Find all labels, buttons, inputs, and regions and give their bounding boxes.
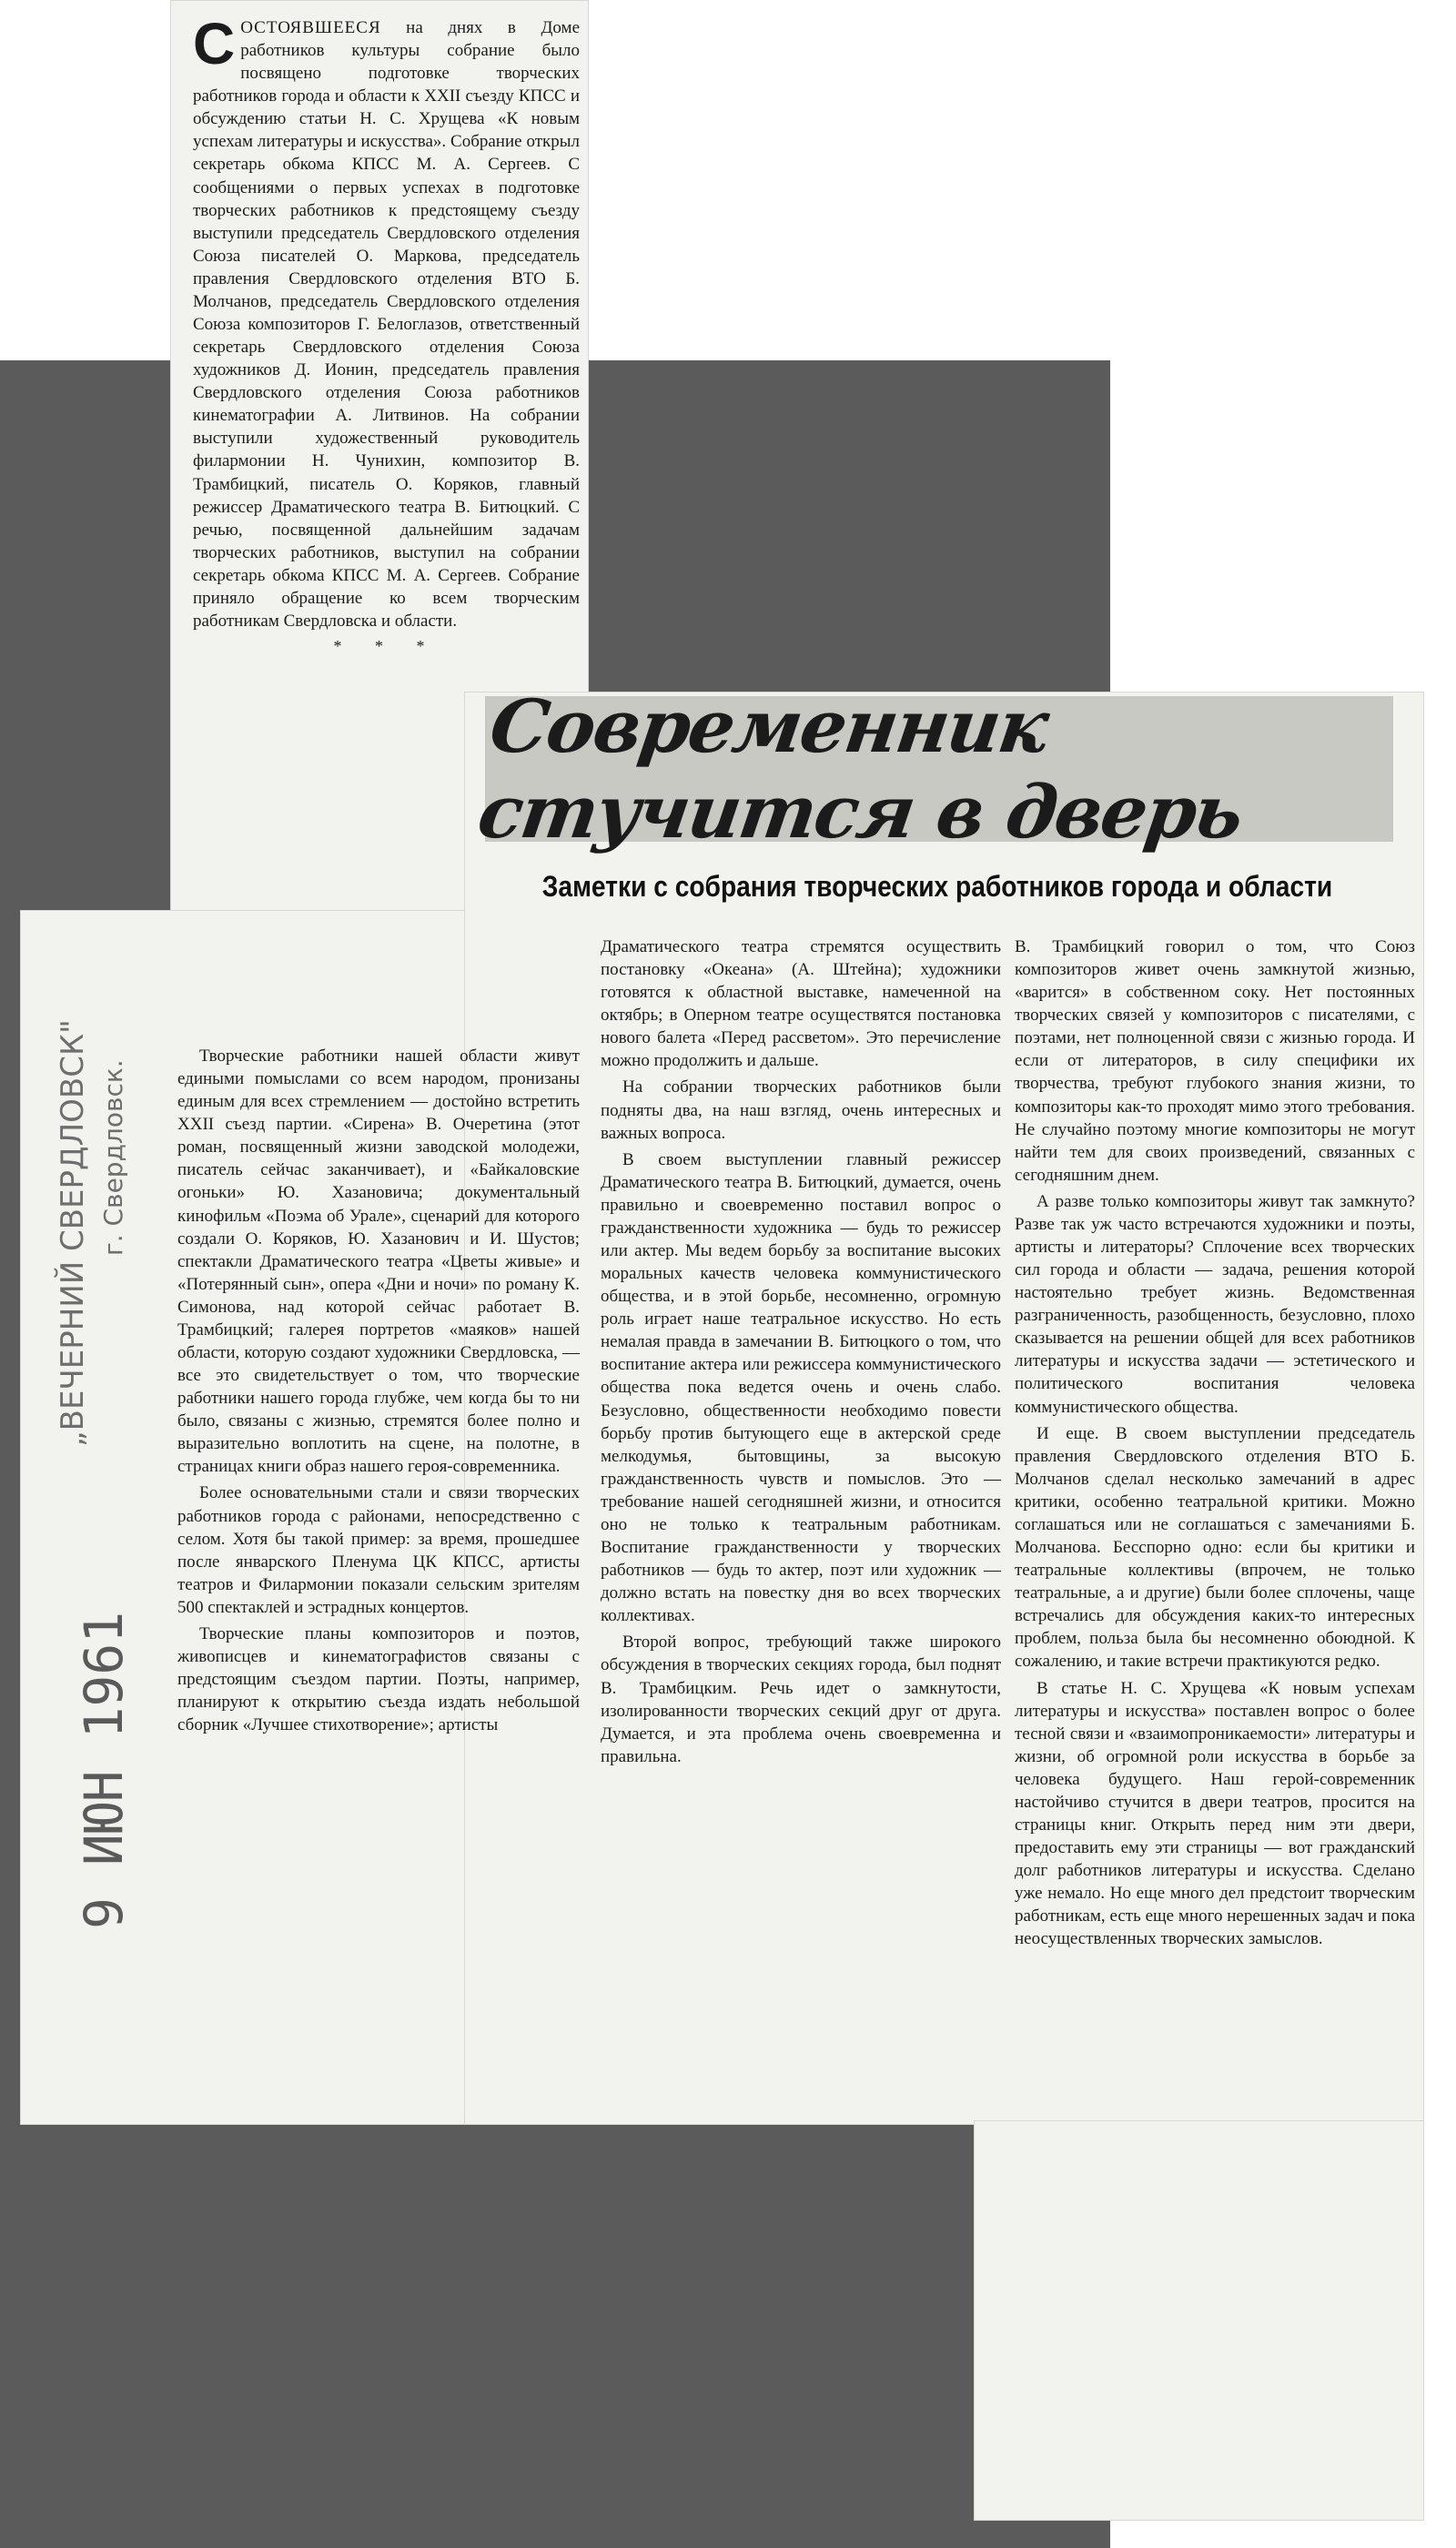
paragraph: Более основательными стали и связи творческих работников города с районами, непосредственно с селом. Хотя бы такой пример: за время, прошедшее после январского Пленума ЦК КПСС, артисты театров и Филармонии показали сельским зрителям 500 спектаклей и эстрадных концертов. (177, 1483, 580, 1617)
paragraph: А разве только композиторы живут так замкнуто? Разве так уж часто встречаются художники и поэты, артисты и литераторы? Сплочение всех творческих сил города и области — задача, решения которой настоятельно требует жизнь. Ведомственная разграниченность, разобщенность, безусловно, плохо сказывается на решении общей для всех работников литературы и искусства задачи — эстетического и политического воспитания человека коммунистического общества. (1015, 1191, 1415, 1417)
paragraph: Второй вопрос, требующий также широкого обсуждения в творческих секциях города, был поднят В. Трамбицким. Речь идет о замкнутости, изолированности творческих секций друг от друга. Думается, и эта проблема очень своевременна и правильна. (601, 1633, 1001, 1766)
lead-column (193, 11, 580, 663)
paragraph: В статье Н. С. Хрущева «К новым успехам литературы и искусства» поставлен вопрос о более тесной связи и «взаимопроникаемости» литературы и жизни, об огромной роли искусства в борьбе за человека будущего. Наш герой-современник настойчиво стучится в двери театров, просится на страницы книг. Открыть перед ним эти двери, предоставить ему эти страницы — вот гражданский долг работников литературы и искусства. Сделано уже немало. Но еще много дел предстоит творческим работникам, есть еще много нерешенных задач и пока неосуществленных творческих замыслов. (1015, 1678, 1415, 1949)
article-column-2 (601, 935, 1001, 1772)
lead-paragraph (193, 11, 580, 632)
paragraph: И еще. В своем выступлении председатель правления Свердловского отделения ВТО Б. Молчанов сделал несколько замечаний в адрес критики, особенно театральной критики. Можно соглашаться или не соглашаться с замечаниями Б. Молчанова. Бесспорно одно: если бы критики и театральные коллективы (впрочем, не только театральные, а и другие) были более сплочены, чаще встречались для обсуждения каких-то интересных проблем, польза была бы несомненно обоюдной. К сожалению, и такие встречи практикуются редко. (1015, 1423, 1415, 1672)
headline: Современник стучится в дверь (472, 683, 1248, 854)
article-column-3 (1015, 935, 1415, 1954)
lead-text: на днях в Доме работников культуры собрание было посвящено подготовке творческих работников города и области к XXII съезду КПСС и обсуждению статьи Н. С. Хрущева «К новым успехам литературы и искусства». Собрание открыл секретарь обкома КПСС М. А. Сергеев. С сообщениями о первых успехах в подготовке творческих работников к предстоящему съезду выступили председатель Свердловского отделения Союза писателей О. Маркова, председатель правления Свердловского отделения ВТО Б. Молчанов, председатель Свердловского отделения Союза композиторов Г. Белоглазов, ответственный секретарь Свердловского отделения Союза художников Д. Ионин, председатель правления Свердловского отделения Союза работников кинематографии А. Литвинов. На собрании выступили художественный руководитель филармонии Н. Чунихин, композитор В. Трамбицкий, писатель О. Коряков, главный режиссер Драматического театра В. Битюцкий. С речью, посвященной дальнейшим задачам творческих работников, выступил на собрании секретарь обкома КПСС М. А. Сергеев. Собрание приняло обращение ко всем творческим работникам Свердловска и области. (193, 18, 580, 632)
clipping-right-col (974, 2120, 1424, 2521)
city-stamp: г. Свердловск. (98, 1059, 128, 1256)
paragraph: В своем выступлении главный режиссер Драматического театра В. Битюцкий, думается, очень правильно и своевременно поставил вопрос о гражданственности художника — будь то режиссер или актер. Мы ведем борьбу за воспитание высоких моральных качеств человека коммунистического общества, и в этой борьбе, несомненно, огромную роль играет наше театральное искусство. Но есть немалая правда в замечании В. Битюцкого о том, что воспитание актера или режиссера коммунистического общества пока ведется очень и очень слабо. Безусловно, общественности необходимо повести борьбу против бытующего еще в актерской среде мелкодумья, бытовщины, за высокую гражданственность чувств и помыслов. Это — требование нашей сегодняшней жизни, и относится оно не только к театральным работникам. Воспитание гражданственности у творческих работников — будь то актер, поэт или художник — должно встать на повестку дня во всех творческих коллективах. (601, 1149, 1001, 1626)
headline-banner (472, 683, 1393, 854)
article-column-1 (177, 1045, 580, 1740)
section-stars: * * * (333, 637, 440, 656)
paragraph: На собрании творческих работников были подняты два, на наш взгляд, очень интересных и важных вопроса. (601, 1077, 1001, 1143)
newspaper-stamp: „ВЕЧЕРНИЙ СВЕРДЛОВСК" (55, 1019, 91, 1447)
paragraph: Драматического театра стремятся осуществить постановку «Океана» (А. Штейна); художники готовятся к областной выставке, намеченной на октябрь; в Оперном театре осуществятся постановка нового балета «Перед рассветом». Это перечисление можно продолжить и дальше. (601, 937, 1001, 1071)
paragraph: Творческие работники нашей области живут едиными помыслами со всем народом, пронизаны единым для всех стремлением — достойно встретить XXII съезд партии. «Сирена» В. Очеретина (этот роман, посвященный жизни заводской молодежи, писатель сейчас заканчивает), и «Байкаловские огоньки» Ю. Хазановича; документальный кинофильм «Поэма об Урале», сценарий для которого создали О. Коряков, Ю. Хазанович и И. Шустов; спектакли Драматического театра «Цветы живые» и «Потерянный сын», опера «Дни и ночи» по роману К. Симонова, над которой сейчас работает В. Трамбицкий; галерея портретов «маяков» нашей области, которую создают художники Свердловска, — все это свидетельствует о том, что творческие работники нашего города глубже, чем когда бы то ни было, связаны с жизнью, стремятся более полно и выразительно воплотить на сцене, на полотне, в страницах книги образ нашего героя-современника. (177, 1046, 580, 1477)
lead-first-word: ОСТОЯВШЕЕСЯ (240, 18, 381, 37)
paragraph: Творческие планы композиторов и поэтов, живописцев и кинематографистов связаны с предстоящим съездом партии. Поэты, например, планируют к открытию съезда издать небольшой сборник «Лучшее стихотворение»; артисты (177, 1623, 580, 1735)
date-stamp: 9 ИЮН 1961 (73, 1611, 135, 1929)
paragraph: В. Трамбицкий говорил о том, что Союз композиторов живет очень замкнутой жизнью, «варится» в собственном соку. Нет постоянных творческих связей у композиторов с писателями, с поэтами, нет полноценной связи с жизнью города. И если от литераторов, в силу специфики их творчества, требуют глубокого знания жизни, то композиторы как-то проходят мимо этого требования. Не случайно поэтому многие композиторы не могут найти тем для своих произведений, связанных с сегодняшним днем. (1015, 937, 1415, 1185)
subheadline: Заметки с собрания творческих работников города и области (541, 870, 1333, 903)
clipping-top-right (589, 0, 684, 360)
drop-cap: С (193, 11, 236, 76)
